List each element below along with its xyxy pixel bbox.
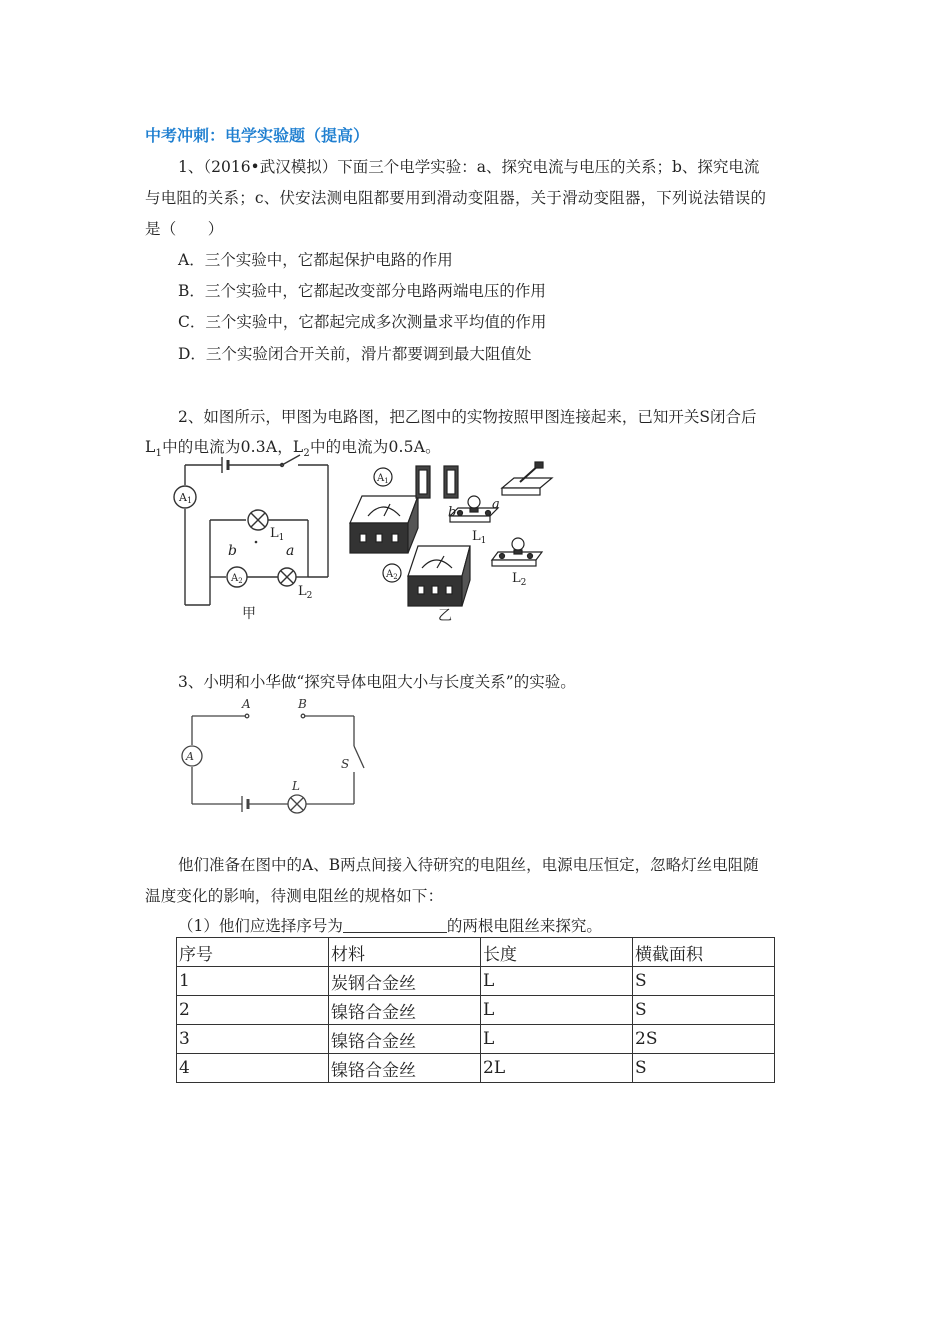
table-header-row	[177, 938, 775, 967]
svg-text:L2: $L_2$	[298, 584, 313, 601]
circuit-diagram-q3	[178, 698, 368, 813]
table-cell: 1	[177, 967, 329, 996]
table-header-cell: 长度	[481, 938, 633, 967]
q3-point-a-label: A	[242, 697, 251, 711]
table-cell: 2	[177, 996, 329, 1025]
svg-text:A2: $A_2$	[231, 573, 243, 585]
fig-yi-b-label: b	[448, 505, 457, 520]
q1-line-3: 是（ ）	[145, 220, 224, 238]
q1-line-1: 1、（2016•武汉模拟）下面三个电学实验：a、探究电流与电压的关系；b、探究电流	[178, 158, 760, 176]
table-row	[177, 967, 775, 996]
svg-text:A1: $A_1$	[377, 473, 389, 485]
table-cell: S	[633, 996, 775, 1025]
fig-yi-a1-label: A	[377, 473, 385, 484]
table-header-cell: 横截面积	[633, 938, 775, 967]
q1-option-b: B．三个实验中，它都起改变部分电路两端电压的作用	[178, 282, 546, 300]
table-cell: S	[633, 1054, 775, 1083]
q1-option-c: C．三个实验中，它都起完成多次测量求平均值的作用	[178, 313, 547, 331]
resistance-wire-spec-table	[176, 937, 775, 1083]
table-row	[177, 1025, 775, 1054]
table-cell: 镍铬合金丝	[329, 1025, 481, 1054]
q3-sub-question-1: （1）他们应选择序号为 的两根电阻丝来探究。	[178, 917, 602, 935]
table-cell: S	[633, 967, 775, 996]
fig-yi-l2-label: L	[512, 571, 521, 586]
svg-text:A1: A1	[179, 491, 193, 505]
apparatus-figure-yi	[340, 458, 560, 628]
q2-line-1: 2、如图所示，甲图为电路图，把乙图中的实物按照甲图连接起来，已知开关S闭合后	[178, 408, 757, 426]
q3-meter-label: A	[186, 750, 194, 763]
table-cell: 2S	[633, 1025, 775, 1054]
q1-option-d: D．三个实验闭合开关前，滑片都要调到最大阻值处	[178, 345, 532, 363]
q3-point-b-label: B	[298, 697, 307, 711]
fig-yi-l1-label: L	[472, 529, 481, 544]
fig-jia-l1-label: L	[270, 526, 279, 541]
table-cell: 4	[177, 1054, 329, 1083]
table-cell: 2L	[481, 1054, 633, 1083]
table-cell: 镍铬合金丝	[329, 1054, 481, 1083]
q3-line-1: 3、小明和小华做“探究导体电阻大小与长度关系”的实验。	[178, 673, 576, 691]
fig-jia-l2-label: L	[298, 584, 307, 599]
table-cell: 镍铬合金丝	[329, 996, 481, 1025]
table-header-cell: 材料	[329, 938, 481, 967]
table-row	[177, 1054, 775, 1083]
answer-blank[interactable]	[343, 918, 447, 933]
q1-option-a: A．三个实验中，它都起保护电路的作用	[178, 251, 453, 269]
fig-jia-a-label: a	[286, 543, 295, 559]
fig-yi-a2-label: A	[386, 569, 394, 580]
table-cell: L	[481, 1025, 633, 1054]
fig-yi-a-label: a	[492, 497, 500, 512]
svg-text:L2: $L_2$	[512, 571, 527, 588]
page-title: 中考冲刺：电学实验题（提高）	[145, 126, 370, 145]
svg-text:A2: $A_2$	[386, 569, 398, 581]
fig-yi-caption: 乙	[438, 608, 452, 624]
q2-line-2: $L_1$中的电流为0.3A，$L_2$中的电流为0.5A。	[145, 438, 441, 460]
q1-line-2: 与电阻的关系；c、伏安法测电阻都要用到滑动变阻器，关于滑动变阻器，下列说法错误的	[145, 189, 767, 207]
table-row	[177, 996, 775, 1025]
table-cell: L	[481, 996, 633, 1025]
q3-lamp-label: L	[292, 779, 300, 793]
fig-jia-caption: 甲	[242, 606, 256, 622]
svg-text:L1: $L_1$	[472, 529, 487, 546]
table-cell: L	[481, 967, 633, 996]
fig-jia-b-label: b	[228, 543, 237, 559]
table-cell: 3	[177, 1025, 329, 1054]
q3-switch-label: S	[341, 757, 350, 771]
table-header-cell: 序号	[177, 938, 329, 967]
table-cell: 炭钢合金丝	[329, 967, 481, 996]
fig-jia-a1-label: A	[179, 491, 187, 504]
fig-jia-a2-label: A	[231, 573, 239, 584]
q3-para-1: 他们准备在图中的A、B两点间接入待研究的电阻丝，电源电压恒定，忽略灯丝电阻随	[178, 856, 759, 874]
circuit-diagram-jia	[170, 455, 350, 630]
svg-text:L1: $L_1$	[270, 526, 285, 543]
q3-para-2: 温度变化的影响，待测电阻丝的规格如下：	[145, 887, 444, 905]
